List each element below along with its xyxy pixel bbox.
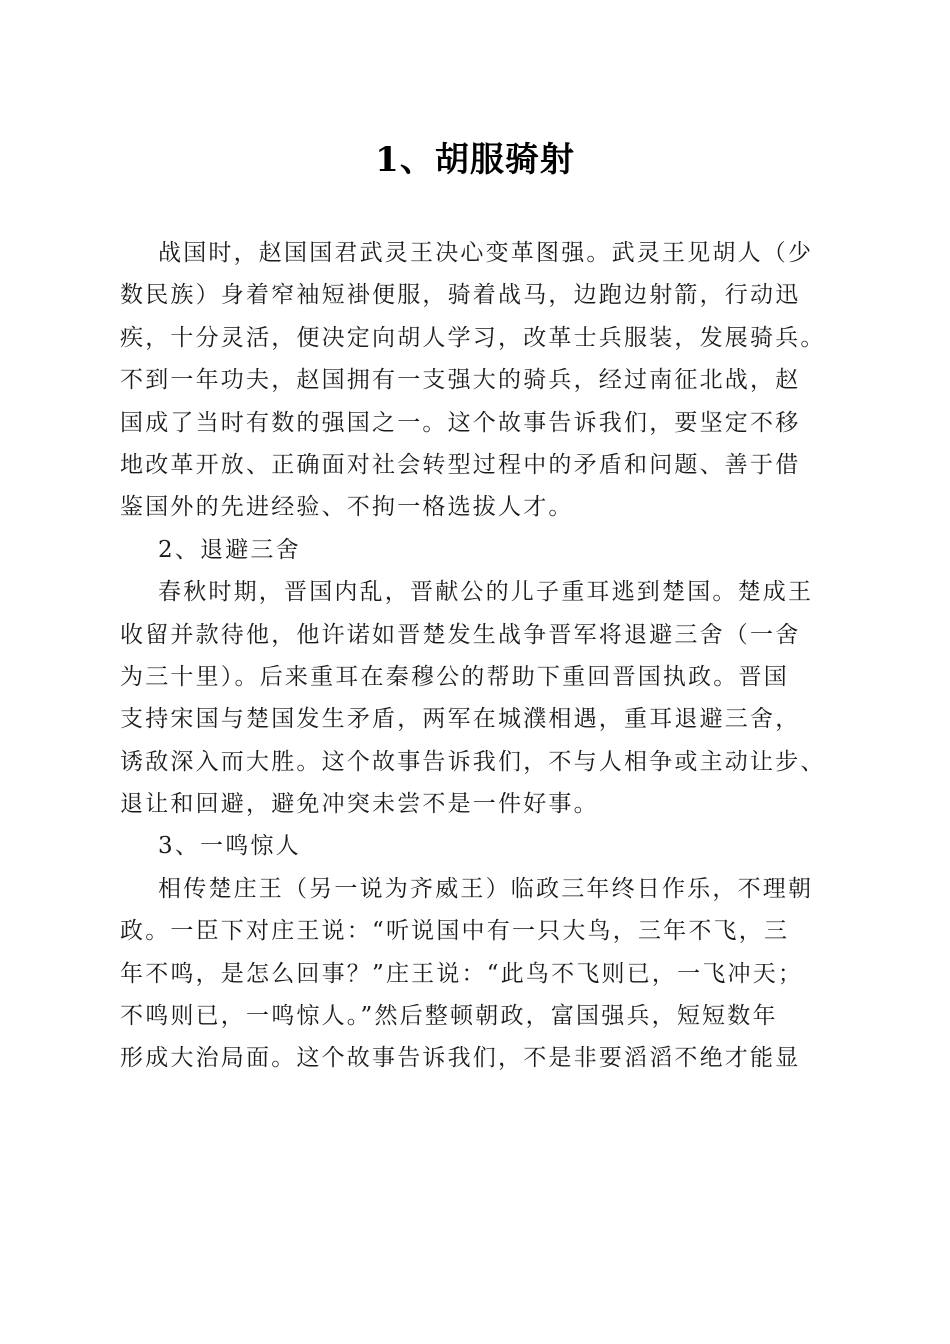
paragraph-line: 疾，十分灵活，便决定向胡人学习，改革士兵服装，发展骑兵。 bbox=[120, 324, 826, 351]
paragraph-line: 春秋时期，晋国内乱，晋献公的儿子重耳逃到楚国。楚成王 bbox=[158, 579, 814, 606]
paragraph-line: 退让和回避，避免冲突未尝不是一件好事。 bbox=[120, 791, 599, 818]
paragraph-line: 收留并款待他，他许诺如晋楚发生战争晋军将退避三舍（一舍 bbox=[120, 621, 801, 648]
paragraph-line: 诱敌深入而大胜。这个故事告诉我们，不与人相争或主动让步、 bbox=[120, 748, 826, 775]
paragraph-line: 数民族）身着窄袖短褂便服，骑着战马，边跑边射箭，行动迅 bbox=[120, 282, 801, 309]
paragraph-line: 为三十里）。后来重耳在秦穆公的帮助下重回晋国执政。晋国 bbox=[120, 663, 789, 690]
paragraph-line: 地改革开放、正确面对社会转型过程中的矛盾和问题、善于借 bbox=[120, 451, 801, 478]
paragraph-line: 不鸣则已，一鸣惊人。”然后整顿朝政，富国强兵，短短数年 bbox=[120, 1003, 778, 1030]
paragraph-line: 战国时，赵国国君武灵王决心变革图强。武灵王见胡人（少 bbox=[158, 240, 814, 266]
paragraph-line: 年不鸣，是怎么回事？”庄王说：“此鸟不飞则已，一飞冲天； bbox=[120, 960, 804, 987]
document-title: 1、胡服骑射 bbox=[375, 140, 575, 180]
document-body bbox=[120, 232, 832, 1080]
paragraph-line: 国成了当时有数的强国之一。这个故事告诉我们，要坚定不移 bbox=[120, 409, 801, 436]
paragraph-line: 不到一年功夫，赵国拥有一支强大的骑兵，经过南征北战，赵 bbox=[120, 367, 801, 394]
paragraph-line: 支持宋国与楚国发生矛盾，两军在城濮相遇，重耳退避三舍， bbox=[120, 706, 801, 733]
paragraph-line: 鉴国外的先进经验、不拘一格选拔人才。 bbox=[120, 494, 574, 521]
paragraph-line: 政。一臣下对庄王说：“听说国中有一只大鸟，三年不飞，三 bbox=[120, 918, 790, 945]
paragraph-line: 相传楚庄王（另一说为齐威王）临政三年终日作乐，不理朝 bbox=[158, 875, 814, 902]
section-heading: 2、退避三舍 bbox=[158, 536, 301, 563]
section-heading: 3、一鸣惊人 bbox=[158, 833, 301, 860]
paragraph-line: 形成大治局面。这个故事告诉我们，不是非要滔滔不绝才能显 bbox=[120, 1045, 801, 1072]
